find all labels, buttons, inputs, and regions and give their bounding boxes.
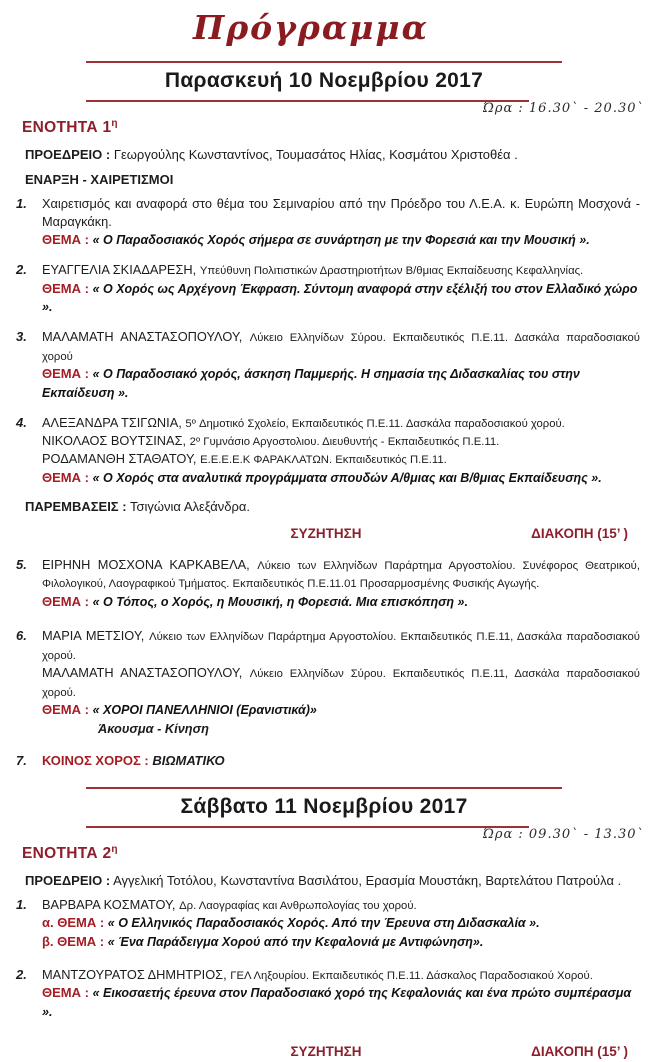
agenda-item-1	[16, 195, 640, 250]
speaker-line	[42, 414, 640, 432]
speaker-name: ΕΥΑΓΓΕΛΙΑ ΣΚΙΑΔΑΡΕΣΗ,	[42, 262, 197, 278]
proedreio-label: ΠΡΟΕΔΡΕΙΟ :	[25, 147, 111, 163]
agenda-item-5	[16, 556, 640, 612]
theme-label: ΘΕΜΑ :	[42, 232, 89, 248]
speaker-affiliation: 2º Γυμνάσιο Αργοστολιου. Διευθυντής - Εκπαιδευτικός Π.Ε.11.	[189, 436, 500, 449]
agenda-item-7	[16, 752, 640, 770]
speaker-line	[42, 627, 640, 664]
speaker-name: ΑΛΕΞΑΝΔΡΑ ΤΣΙΓΩΝΙΑ,	[42, 414, 182, 430]
proedreio-value: Γεωργούλης Κωνσταντίνος, Τουμασάτος Ηλίας, Κοσμάτου Χριστοθέα .	[113, 147, 518, 163]
day2-time: Ώρα : 09.30` - 13.30`	[482, 826, 644, 842]
speaker-line	[42, 328, 640, 365]
speaker-name: ΡΟΔΑΜΑΝΘΗ ΣΤΑΘΑΤΟΥ,	[42, 451, 197, 467]
agenda-item-4	[16, 414, 640, 488]
syzitisi-label: ΣΥΖΗΤΗΣΗ	[290, 1043, 362, 1059]
speaker-name: ΕΙΡΗΝΗ ΜΟΣΧΟΝΑ ΚΑΡΚΑΒΕΛΑ,	[42, 556, 250, 572]
speaker-line	[42, 966, 640, 984]
day2-items	[0, 896, 652, 1022]
item-number: 2.	[16, 262, 27, 278]
page-title: Πρόγραμμα	[193, 8, 429, 47]
theme-text: « Ο Τόπος, ο Χορός, η Μουσική, η Φορεσιά. Μια επισκόπηση ».	[92, 594, 468, 609]
theme-label: α. ΘΕΜΑ :	[42, 915, 105, 931]
theme-text: « Ο Χορός στα αναλυτικά προγράμματα σπουδών Α/θμιας και Β/θμιας Εκπαίδευσης ».	[92, 470, 602, 485]
speaker-name: ΒΑΡΒΑΡΑ ΚΟΣΜΑΤΟΥ,	[42, 896, 176, 912]
day1-enarxi: ΕΝΑΡΞΗ - ΧΑΙΡΕΤΙΣΜΟΙ	[25, 172, 174, 188]
section2-sup: η	[111, 843, 118, 855]
speaker-affiliation: 5º Δημοτικό Σχολείο, Εκπαιδευτικός Π.Ε.11. Δασκάλα παραδοσιακού χορού.	[185, 417, 565, 430]
theme-line	[42, 593, 640, 612]
item-text: Χαιρετισμός και αναφορά στο θέμα του Σεμιναρίου από την Πρόεδρο του Λ.Ε.Α. κ. Ευρώπη Μοσχονά - Μαραγκάκη.	[42, 196, 640, 230]
common-dance-label: ΚΟΙΝΟΣ ΧΟΡΟΣ :	[42, 753, 149, 769]
agenda-item-d2-2	[16, 966, 640, 1022]
speaker-affiliation: ΓΕΛ Ληξουρίου. Εκπαιδευτικός Π.Ε.11. Δάσκαλος Παραδοσιακού Χορού.	[230, 969, 593, 982]
theme-text: « Ο Παραδοσιακό χορός, άσκηση Παμμερής. Η σημασία της Διδασκαλίας του στην Εκπαίδευση ».	[42, 367, 580, 400]
break-row-1	[0, 526, 652, 544]
section1-label: ΕΝΟΤΗΤΑ 1	[22, 119, 112, 137]
theme-label: β. ΘΕΜΑ :	[42, 933, 105, 949]
paremvaseis-label: ΠΑΡΕΜΒΑΣΕΙΣ :	[25, 498, 127, 514]
speaker-affiliation: Υπεύθυνη Πολιτιστικών Δραστηριοτήτων Β/θμιας Εκπαίδευσης Κεφαλληνίας.	[199, 265, 584, 278]
theme-label: ΘΕΜΑ :	[42, 366, 89, 382]
agenda-item-6	[16, 627, 640, 738]
item-number: 7.	[16, 753, 27, 769]
theme-text: « Ο Χορός ως Αρχέγονη Έκφραση. Σύντομη αναφορά στην εξέλιξή του στον Ελλαδικό χώρο ».	[42, 281, 638, 315]
item-number: 1.	[16, 196, 27, 212]
theme-line-b	[42, 933, 640, 952]
theme-text: « Ο Παραδοσιακός Χορός σήμερα σε συνάρτηση με την Φορεσιά και την Μουσική ».	[92, 233, 590, 248]
speaker-name: ΜΑΝΤΖΟΥΡΑΤΟΣ ΔΗΜΗΤΡΙΟΣ,	[42, 966, 227, 982]
theme-label: ΘΕΜΑ :	[42, 280, 89, 296]
proedreio-label: ΠΡΟΕΔΡΕΙΟ :	[25, 872, 111, 888]
speaker-line	[42, 432, 640, 450]
day2-proedreio	[25, 873, 638, 888]
theme-label: ΘΕΜΑ :	[42, 702, 89, 718]
theme-text: « Ο Ελληνικός Παραδοσιακός Χορός. Από την Έρευνα στη Διδασκαλία ».	[107, 916, 540, 931]
day1-date: Παρασκευή 10 Νοεμβρίου 2017	[164, 69, 484, 92]
theme-label: ΘΕΜΑ :	[42, 593, 89, 609]
day2-date: Σάββατο 11 Νοεμβρίου 2017	[180, 794, 468, 818]
item-number: 1.	[16, 896, 27, 912]
diakopi-label: ΔΙΑΚΟΠΗ (15’ )	[531, 525, 628, 541]
speaker-name: ΜΑΛΑΜΑΤΗ ΑΝΑΣΤΑΣΟΠΟΥΛΟΥ,	[42, 329, 243, 345]
theme-label: ΘΕΜΑ :	[42, 985, 89, 1001]
speaker-line	[42, 664, 640, 701]
section1-title	[22, 118, 652, 137]
theme-text: « Εικοσαετής έρευνα στον Παραδοσιακό χορό της Κεφαλονιάς και ένα πρώτο συμπέρασμα ».	[42, 986, 632, 1019]
section2-label: ΕΝΟΤΗΤΑ 2	[22, 844, 112, 862]
speaker-affiliation: Λύκειο των Ελληνίδων Παράρτημα Αργοστολίου. Συνέφορος Θεατρικού, Φιλολογικού, Λαογραφικού Τμήματος. Εκπαιδευτικός Π.Ε.11.01 Προσαρμοσμένης Φυσικής Αγωγής.	[42, 559, 640, 591]
section2-title	[22, 844, 652, 863]
day1-time: Ώρα : 16.30` - 20.30`	[482, 101, 644, 116]
common-dance-line	[42, 752, 640, 770]
speaker-affiliation: Δρ. Λαογραφίας και Ανθρωπολογίας του χορού.	[179, 899, 417, 912]
speaker-line	[42, 450, 640, 468]
speaker-line	[42, 896, 640, 914]
speaker-line	[42, 261, 640, 279]
divider-line	[86, 100, 529, 102]
day1-items-continued	[0, 556, 652, 771]
divider-line	[86, 826, 529, 828]
syzitisi-label: ΣΥΖΗΤΗΣΗ	[290, 525, 362, 541]
speaker-line	[42, 556, 640, 593]
day1-proedreio	[25, 147, 638, 162]
speaker-name: ΝΙΚΟΛΑΟΣ ΒΟΥΤΣΙΝΑΣ,	[42, 433, 187, 449]
proedreio-value: Αγγελική Τοτόλου, Κωνσταντίνα Βασιλάτου, Ερασμία Μουστάκη, Βαρτελάτου Πατρούλα .	[113, 872, 622, 888]
speaker-affiliation: Ε.Ε.Ε.Ε.Κ ΦΑΡΑΚΛΑΤΩΝ. Εκπαιδευτικός Π.Ε.11.	[200, 454, 447, 467]
section1-sup: η	[111, 118, 118, 129]
theme-line	[42, 984, 640, 1022]
theme-label: ΘΕΜΑ :	[42, 469, 89, 485]
theme-line-a	[42, 914, 640, 933]
speaker-affiliation: Λύκειο Ελληνίδων Σύρου. Εκπαιδευτικός Π.Ε.11, Δασκάλα παραδοσιακού χορού.	[42, 668, 640, 699]
theme-line	[42, 280, 640, 318]
speaker-affiliation: Λύκειο των Ελληνίδων Παράρτημα Αργοστολίου. Εκπαιδευτικός Π.Ε.11, Δασκάλα παραδοσιακού χορού.	[42, 631, 640, 662]
theme-text: « Ένα Παράδειγμα Χορού από την Κεφαλονιά με Αντιφώνηση».	[107, 934, 484, 949]
item-number: 5.	[16, 556, 27, 572]
day1-items	[0, 195, 652, 488]
theme-line	[42, 469, 640, 488]
agenda-item-d2-1	[16, 896, 640, 952]
item-number: 2.	[16, 966, 27, 982]
day2-date-header	[86, 787, 644, 842]
theme-text: « ΧΟΡΟΙ ΠΑΝΕΛΛΗΝΙΟΙ (Ερανιστικά)»	[92, 703, 317, 718]
theme-line	[42, 231, 640, 250]
theme-line	[42, 365, 640, 403]
speaker-name: ΜΑΡΙΑ ΜΕΤΣΙΟΥ,	[42, 628, 145, 644]
item-number: 6.	[16, 628, 27, 644]
diakopi-label: ΔΙΑΚΟΠΗ (15’ )	[531, 1043, 628, 1059]
agenda-item-2	[16, 261, 640, 317]
agenda-item-3	[16, 328, 640, 402]
item-number: 3.	[16, 329, 27, 345]
speaker-affiliation: Λύκειο Ελληνίδων Σύρου. Εκπαιδευτικός Π.Ε.11. Δασκάλα παραδοσιακού χορού	[42, 332, 640, 363]
speaker-name: ΜΑΛΑΜΑΤΗ ΑΝΑΣΤΑΣΟΠΟΥΛΟΥ,	[42, 665, 243, 681]
item-number: 4.	[16, 414, 27, 430]
paremvaseis	[25, 499, 638, 514]
paremvaseis-value: Τσιγώνια Αλεξάνδρα.	[129, 498, 251, 514]
day1-date-header	[86, 61, 644, 116]
subtheme-text: Άκουσμα - Κίνηση	[98, 720, 209, 736]
break-row-2	[0, 1044, 652, 1062]
theme-line	[42, 701, 640, 720]
common-dance-value: ΒΙΩΜΑΤΙΚΟ	[152, 753, 225, 769]
